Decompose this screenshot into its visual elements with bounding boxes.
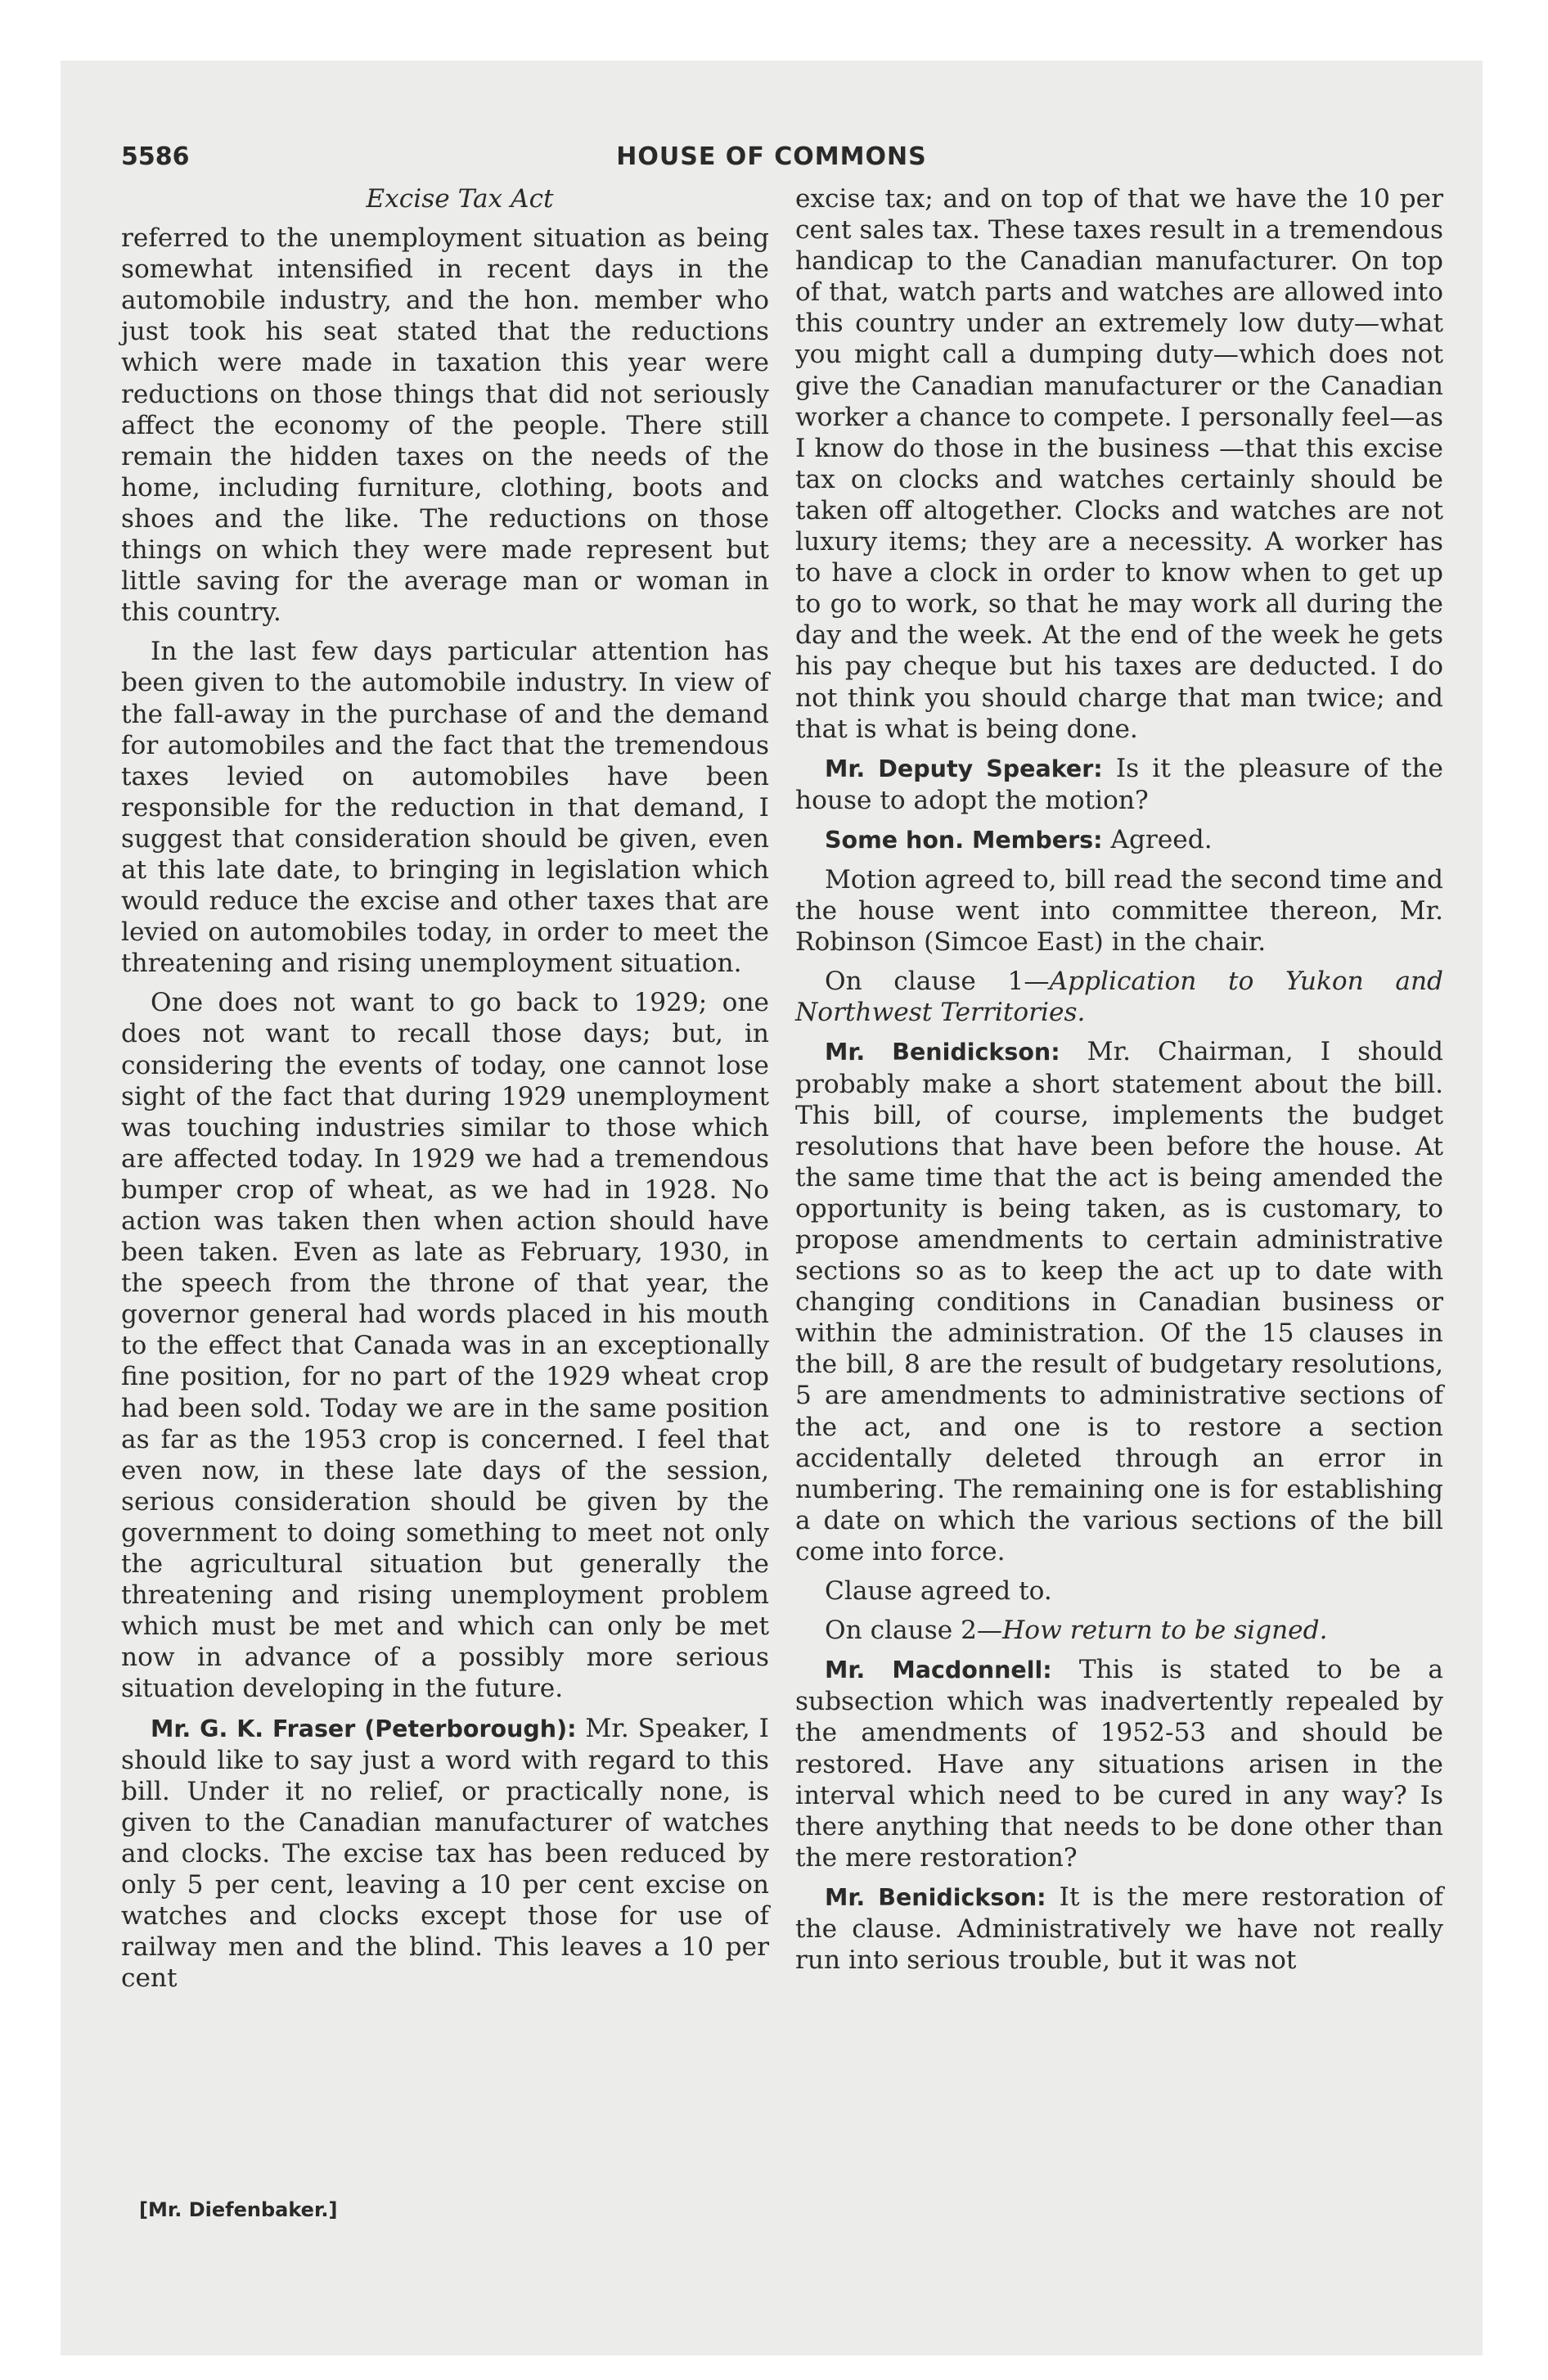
left-paragraph-1: referred to the unemployment situation as being somewhat intensified in recent days in the automobile industry, and the hon. member who just took his seat stated that the reductions which were made in taxation this year were reductions on those things that did not seriously affect the economy of the people. There still remain the hidden taxes on the needs of the home, including furniture, clothing, boots and shoes and the like. The reductions on those things on which they were made represent but little saving for the average man or woman in this country. (121, 223, 769, 628)
right-paragraph-3 (795, 824, 1443, 856)
benidickson-speech-2: It is the mere restoration of the clause. Administratively we have not really run into serious trouble, but it was not (795, 1882, 1443, 1976)
right-paragraph-9 (795, 1654, 1443, 1873)
left-paragraph-2: In the last few days particular attention has been given to the automobile industry. In view of the fall-away in the purchase of and the demand for automobiles and the fact that the tremendous taxes levied on automobiles have been responsible for the reduction in that demand, I suggest that consideration should be given, even at this late date, to bringing in legislation which would reduce the excise and other taxes that are levied on automobiles today, in order to meet the threatening and rising unemployment situation. (121, 637, 769, 979)
right-paragraph-6 (795, 1036, 1443, 1567)
clause-1-prefix: On clause 1— (825, 967, 1050, 997)
benidickson-speech-1: Mr. Chairman, I should probably make a short statement about the bill. This bill, of course, implements the budget resolutions that have been before the house. At the same time that the act is being amended the opportunity is being taken, as is customary, to propose amendments to certain administrative sections so as to keep the act up to date with changing conditions in Canadian business or within the administration. Of the 15 clauses in the bill, 8 are the result of budgetary resolutions, 5 are amendments to administrative sections of the act, and one is to restore a section accidentally deleted through an error in numbering. The remaining one is for establishing a date on which the various sections of the bill come into force. (795, 1037, 1443, 1566)
speaker-name-fraser: Mr. G. K. Fraser (Peterborough): (151, 1715, 577, 1742)
macdonnell-speech: This is stated to be a subsection which was inadvertently repealed by the amendments of 1952-53 and should be restored. Have any situations arisen in the interval which need to be cured in any way? Is there anything that needs to be done other than the mere restoration? (795, 1655, 1444, 1873)
section-title: Excise Tax Act (366, 184, 554, 214)
clause-2-title: How return to be signed. (1002, 1616, 1328, 1646)
members-speech: Agreed. (1110, 824, 1213, 854)
right-paragraph-7: Clause agreed to. (825, 1576, 1052, 1607)
hansard-page (61, 61, 1483, 2355)
clause-1-title: Application to Yukon and Northwest Territories. (795, 967, 1443, 1028)
right-paragraph-2 (795, 753, 1443, 816)
page-number: 5586 (121, 142, 190, 171)
right-paragraph-5 (795, 966, 1443, 1028)
speaker-name-members: Some hon. Members: (825, 826, 1103, 854)
right-column (795, 183, 1443, 1984)
footer-attribution: [Mr. Diefenbaker.] (139, 2198, 338, 2221)
right-paragraph-1: excise tax; and on top of that we have the 10 per cent sales tax. These taxes result in a tremendous handicap to the Canadian manufacturer. On top of that, watch parts and watches are allowed into this country under an extremely low duty—what you might call a dumping duty—which does not give the Canadian manufacturer or the Canadian worker a chance to compete. I personally feel—as I know do those in the business —that this excise tax on clocks and watches certainly should be taken off altogether. Clocks and watches are not luxury items; they are a necessity. A worker has to have a clock in order to know when to get up to go to work, so that he may work all during the day and the week. At the end of the week he gets his pay cheque but his taxes are deducted. I do not think you should charge that man twice; and that is what is being done. (795, 184, 1443, 744)
deputy-speaker-speech: Is it the pleasure of the house to adopt the motion? (795, 753, 1443, 815)
right-paragraph-8 (795, 1615, 1443, 1646)
speaker-name-deputy-speaker: Mr. Deputy Speaker: (825, 755, 1103, 782)
running-title: HOUSE OF COMMONS (616, 142, 927, 171)
clause-2-prefix: On clause 2— (825, 1616, 1003, 1646)
left-paragraph-3: One does not want to go back to 1929; one does not want to recall those days; but, in considering the events of today, one cannot lose sight of the fact that during 1929 unemployment was touching industries similar to those which are affected today. In 1929 we had a tremendous bumper crop of wheat, as we had in 1928. No action was taken then when action should have been taken. Even as late as February, 1930, in the speech from the throne of that year, the governor general had words placed in his mouth to the effect that Canada was in an exceptionally fine position, for no part of the 1929 wheat crop had been sold. Today we are in the same position as far as the 1953 crop is concerned. I feel that even now, in these late days of the session, serious consideration should be given by the government to doing something to meet not only the agricultural situation but generally the threatening and rising unemployment problem which must be met and which can only be met now in advance of a possibly more serious situation developing in the future. (121, 988, 769, 1704)
speaker-name-benidickson: Mr. Benidickson: (825, 1039, 1060, 1066)
speaker-name-benidickson-2: Mr. Benidickson: (825, 1883, 1046, 1911)
left-column (121, 183, 769, 2002)
right-paragraph-4: Motion agreed to, bill read the second time and the house went into committee thereon, Mr. Robinson (Simcoe East) in the chair. (795, 864, 1443, 958)
fraser-speech: Mr. Speaker, I should like to say just a word with regard to this bill. Under it no relief, or practically none, is given to the Canadian manufacturer of watches and clocks. The excise tax has been reduced by only 5 per cent, leaving a 10 per cent excise on watches and clocks except those for use of railway men and the blind. This leaves a 10 per cent (121, 1713, 769, 1994)
left-paragraph-4 (121, 1713, 769, 1995)
right-paragraph-10 (795, 1882, 1443, 1976)
speaker-name-macdonnell: Mr. Macdonnell: (825, 1657, 1052, 1684)
page-header (61, 142, 1483, 182)
